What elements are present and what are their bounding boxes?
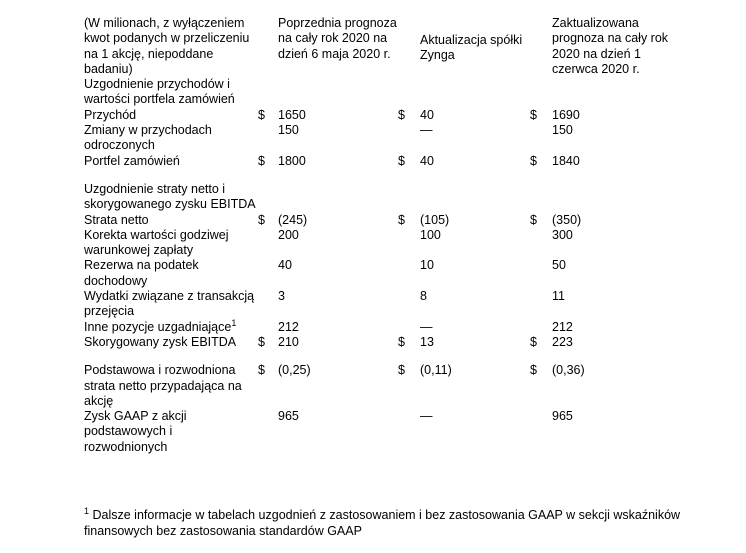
header-col3: Zaktualizowana prognoza na cały rok 2020 na dzień 1 czerwca 2020 r. — [552, 16, 669, 76]
row-currency-2 — [398, 320, 420, 335]
row-currency-2 — [398, 409, 420, 455]
row-value-3: 300 — [552, 227, 573, 242]
section-1-title: Uzgodnienie przychodów i wartości portfela zamówień — [84, 77, 235, 107]
row-currency-3 — [530, 289, 552, 320]
row-currency-3: $ — [530, 363, 537, 378]
row-value-2: 40 — [420, 107, 434, 122]
row-currency-2 — [398, 228, 420, 259]
row-label: Podstawowa i rozwodniona strata netto przypadająca na akcję — [84, 363, 242, 408]
row-value-3: 1840 — [552, 153, 580, 168]
row-currency-1: $ — [258, 153, 265, 168]
row-label — [84, 317, 258, 335]
row-label-text: Inne pozycje uzgadniające — [84, 319, 232, 334]
row-value-3: 1690 — [552, 107, 580, 122]
row-value-1: 1650 — [278, 107, 306, 122]
row-currency-1 — [258, 123, 278, 154]
blank-cell — [552, 182, 680, 213]
row-currency-3: $ — [530, 107, 537, 122]
row-currency-2 — [398, 258, 420, 289]
table-row — [84, 289, 680, 320]
section-spacer — [84, 350, 680, 363]
blank-cell — [530, 77, 552, 108]
row-value-3: (350) — [552, 212, 582, 227]
row-currency-1 — [258, 258, 278, 289]
row-currency-3: $ — [530, 334, 537, 349]
row-label: Zmiany w przychodach odroczonych — [84, 123, 212, 153]
row-value-3: 11 — [552, 289, 565, 304]
row-value-3: (0,36) — [552, 363, 585, 378]
blank-cell — [258, 182, 278, 213]
row-currency-1 — [258, 228, 278, 259]
header-spacer-cur1 — [258, 16, 278, 77]
header-spacer-cur3 — [530, 16, 552, 77]
table-row — [84, 409, 680, 455]
row-value-2: 13 — [420, 334, 434, 349]
row-value-1: 1800 — [278, 153, 306, 168]
footnote-text: Dalsze informacje w tabelach uzgodnień z zastosowaniem i bez zastosowania GAAP w sekcji wskaźników finansowych bez zastosowania standardów GAAP — [84, 508, 681, 538]
row-label: Wydatki związane z transakcją przejęcia — [84, 289, 255, 319]
header-col1: Poprzednia prognoza na cały rok 2020 na dzień 6 maja 2020 r. — [278, 16, 397, 61]
spacer-cell — [84, 169, 680, 182]
row-value-3: 223 — [552, 334, 573, 349]
footnote-marker-inline: 1 — [231, 317, 237, 328]
table-row — [84, 213, 680, 228]
row-value-1: 212 — [278, 319, 299, 334]
row-label: Portfel zamówień — [84, 153, 180, 168]
table-row — [84, 320, 680, 335]
header-spacer-cur2 — [398, 16, 420, 77]
row-currency-1: $ — [258, 334, 265, 349]
blank-cell — [398, 182, 420, 213]
row-value-1: 40 — [278, 258, 292, 273]
row-currency-2 — [398, 289, 420, 320]
row-currency-3: $ — [530, 153, 537, 168]
blank-cell — [278, 77, 398, 108]
table-row — [84, 258, 680, 289]
header-label-caption: (W milionach, z wyłączeniem kwot podanych w przeliczeniu na 1 akcję, niepoddane badaniu) — [84, 16, 250, 76]
row-currency-2: $ — [398, 363, 405, 378]
row-value-3: 212 — [552, 319, 573, 334]
row-currency-1 — [258, 289, 278, 320]
blank-cell — [420, 77, 530, 108]
section-title-row — [84, 182, 680, 213]
row-value-3: 50 — [552, 258, 566, 273]
row-currency-3 — [530, 228, 552, 259]
blank-cell — [258, 77, 278, 108]
row-value-3: 965 — [552, 409, 573, 424]
footnote — [84, 505, 684, 539]
table-row — [84, 363, 680, 409]
row-value-2: — — [420, 123, 433, 138]
row-currency-2: $ — [398, 212, 405, 227]
guidance-reconciliation-table — [84, 16, 680, 455]
row-currency-3 — [530, 320, 552, 335]
row-currency-2: $ — [398, 107, 405, 122]
table-row — [84, 154, 680, 169]
blank-cell — [420, 182, 530, 213]
row-currency-2 — [398, 123, 420, 154]
row-label: Rezerwa na podatek dochodowy — [84, 258, 199, 288]
row-label: Korekta wartości godziwej warunkowej zapłaty — [84, 227, 229, 258]
row-currency-2: $ — [398, 334, 405, 349]
spacer-cell — [84, 350, 680, 363]
row-currency-1: $ — [258, 107, 265, 122]
blank-cell — [530, 182, 552, 213]
row-value-2: (0,11) — [420, 363, 452, 378]
header-col2: Aktualizacja spółki Zynga — [420, 33, 523, 63]
table-row — [84, 108, 680, 123]
row-value-2: 10 — [420, 258, 434, 273]
row-currency-3 — [530, 258, 552, 289]
table-row — [84, 123, 680, 154]
blank-cell — [278, 182, 398, 213]
section-title-row — [84, 77, 680, 108]
row-label: Skorygowany zysk EBITDA — [84, 334, 237, 349]
row-value-2: — — [420, 409, 433, 424]
row-value-2: 8 — [420, 289, 427, 304]
row-currency-1: $ — [258, 212, 265, 227]
row-currency-1 — [258, 320, 278, 335]
row-label: Przychód — [84, 107, 137, 122]
row-value-1: 150 — [278, 123, 299, 138]
row-value-1: (0,25) — [278, 363, 311, 378]
row-value-3: 150 — [552, 123, 573, 138]
footnote-marker: 1 — [84, 505, 90, 516]
table-header-row — [84, 16, 680, 77]
blank-cell — [398, 77, 420, 108]
row-value-1: (245) — [278, 212, 308, 227]
row-currency-3: $ — [530, 212, 537, 227]
row-currency-3 — [530, 123, 552, 154]
row-currency-3 — [530, 409, 552, 455]
blank-cell — [552, 77, 680, 108]
row-value-1: 200 — [278, 227, 299, 242]
row-value-1: 965 — [278, 409, 299, 424]
row-value-1: 3 — [278, 289, 285, 304]
row-value-1: 210 — [278, 334, 299, 349]
section-2-title: Uzgodnienie straty netto i skorygowanego zysku EBITDA — [84, 181, 256, 212]
row-value-2: — — [420, 319, 433, 334]
row-value-2: 40 — [420, 153, 434, 168]
row-currency-1: $ — [258, 363, 265, 378]
table-row — [84, 228, 680, 259]
section-spacer — [84, 169, 680, 182]
table-row — [84, 335, 680, 350]
row-value-2: (105) — [420, 212, 450, 227]
row-currency-1 — [258, 409, 278, 455]
row-label: Strata netto — [84, 212, 149, 227]
row-currency-2: $ — [398, 153, 405, 168]
row-value-2: 100 — [420, 227, 441, 242]
row-label: Zysk GAAP z akcji podstawowych i rozwodnionych — [84, 409, 187, 454]
